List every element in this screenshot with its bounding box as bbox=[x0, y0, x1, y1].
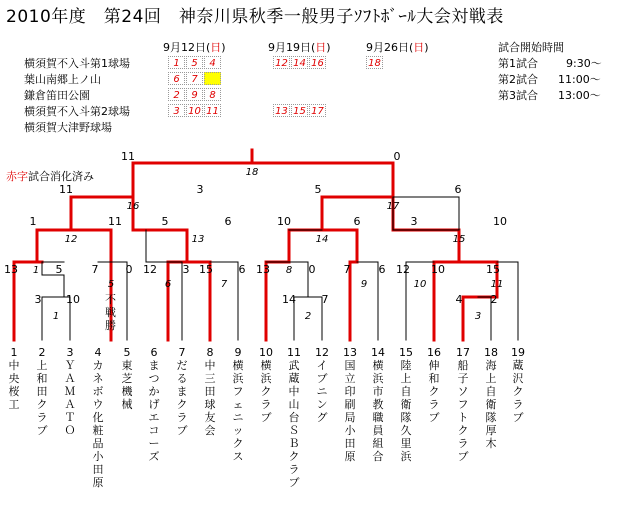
team-name: 東芝機械 bbox=[121, 359, 133, 411]
team-number: 5 bbox=[123, 346, 131, 359]
schedule-cell: 11 bbox=[204, 104, 221, 117]
team-name: カネボウ化粧品小田原 bbox=[92, 359, 104, 489]
team-number: 6 bbox=[150, 346, 158, 359]
game-number: 5 bbox=[107, 279, 115, 290]
score: 5 bbox=[314, 183, 322, 196]
score: 0 bbox=[393, 150, 401, 163]
game-number: 8 bbox=[285, 265, 293, 276]
venue-5: 横須賀大津野球場 bbox=[24, 121, 112, 134]
team-number: 19 bbox=[511, 346, 525, 359]
team-entry bbox=[483, 346, 499, 450]
game-number: 1 bbox=[32, 265, 40, 276]
team-entry bbox=[34, 346, 50, 437]
score: 13 bbox=[4, 263, 18, 276]
team-number: 12 bbox=[315, 346, 329, 359]
team-entry bbox=[90, 346, 106, 489]
team-number: 2 bbox=[38, 346, 46, 359]
date-text: 9月12日( bbox=[163, 41, 211, 54]
schedule-cell: 6 bbox=[168, 72, 185, 85]
schedule-cell: 16 bbox=[309, 56, 326, 69]
score: 10 bbox=[66, 293, 80, 306]
page-title: 2010年度 第24回 神奈川県秋季一般男子ｿﾌﾄﾎﾞｰﾙ大会対戦表 bbox=[6, 7, 504, 27]
score: 10 bbox=[277, 215, 291, 228]
date-dow: 日 bbox=[315, 41, 327, 54]
game-number: 7 bbox=[220, 279, 228, 290]
game-number: 10 bbox=[413, 279, 427, 290]
team-number: 9 bbox=[234, 346, 242, 359]
team-entry bbox=[146, 346, 162, 463]
team-name: 横浜クラブ bbox=[260, 359, 272, 424]
score: 6 bbox=[353, 215, 361, 228]
schedule-cell: 18 bbox=[366, 56, 383, 69]
score: 13 bbox=[256, 263, 270, 276]
team-name: 蔵沢クラブ bbox=[512, 359, 524, 424]
schedule-cell: 2 bbox=[168, 88, 185, 101]
date-text: 9月19日( bbox=[268, 41, 316, 54]
score: 0 bbox=[308, 263, 316, 276]
start-time-value-1: 9:30～ bbox=[566, 57, 602, 70]
score: 3 bbox=[34, 293, 42, 306]
score: 11 bbox=[108, 215, 122, 228]
team-name: 陸上自衛隊久里浜 bbox=[400, 359, 412, 463]
score: 10 bbox=[431, 263, 445, 276]
score: 7 bbox=[321, 293, 329, 306]
date-close: ) bbox=[221, 41, 226, 54]
game-number: 13 bbox=[191, 234, 205, 245]
game-number: 16 bbox=[126, 201, 140, 212]
score: 3 bbox=[182, 263, 190, 276]
schedule-cell: 7 bbox=[186, 72, 203, 85]
team-number: 3 bbox=[66, 346, 74, 359]
date-close: ) bbox=[424, 41, 429, 54]
start-time-label-2: 第2試合 bbox=[498, 73, 538, 86]
team-name: 上和田クラブ bbox=[36, 359, 48, 437]
game-number: 1 bbox=[52, 311, 60, 322]
score: 10 bbox=[493, 215, 507, 228]
game-number: 6 bbox=[164, 279, 172, 290]
team-number: 15 bbox=[399, 346, 413, 359]
schedule-cell: 14 bbox=[291, 56, 308, 69]
team-number: 7 bbox=[178, 346, 186, 359]
date-dow: 日 bbox=[413, 41, 425, 54]
score: 3 bbox=[410, 215, 418, 228]
score: 0 bbox=[125, 263, 133, 276]
score: 1 bbox=[29, 215, 37, 228]
start-time-label-1: 第1試合 bbox=[498, 57, 538, 70]
team-number: 1 bbox=[10, 346, 18, 359]
team-entry bbox=[119, 346, 135, 411]
score: 7 bbox=[91, 263, 99, 276]
team-number: 10 bbox=[259, 346, 273, 359]
score: 3 bbox=[196, 183, 204, 196]
schedule-cell: 4 bbox=[204, 56, 221, 69]
start-time-value-3: 13:00～ bbox=[558, 89, 601, 102]
team-number: 18 bbox=[484, 346, 498, 359]
team-name: イブニング bbox=[316, 359, 328, 424]
game-number: 9 bbox=[360, 279, 368, 290]
team-number: 11 bbox=[287, 346, 301, 359]
team-entry bbox=[6, 346, 22, 411]
team-entry bbox=[398, 346, 414, 463]
team-name: 横浜フェニックス bbox=[232, 359, 244, 463]
team-entry bbox=[455, 346, 471, 463]
date-dow: 日 bbox=[210, 41, 222, 54]
schedule-cell: 10 bbox=[186, 104, 203, 117]
schedule-cell: 8 bbox=[204, 88, 221, 101]
score: 6 bbox=[224, 215, 232, 228]
team-name: 横浜市教職員組合 bbox=[372, 359, 384, 463]
score: 11 bbox=[121, 150, 135, 163]
score: 15 bbox=[199, 263, 213, 276]
team-name: 中央桜工 bbox=[8, 359, 20, 411]
schedule-cell: 3 bbox=[168, 104, 185, 117]
score: 12 bbox=[143, 263, 157, 276]
team-number: 14 bbox=[371, 346, 385, 359]
team-name: 船子ソフトクラブ bbox=[457, 359, 469, 463]
score: 7 bbox=[343, 263, 351, 276]
team-entry bbox=[202, 346, 218, 437]
team-number: 17 bbox=[456, 346, 470, 359]
score: 11 bbox=[59, 183, 73, 196]
schedule-cell: 17 bbox=[309, 104, 326, 117]
legend-text: 試合消化済み bbox=[28, 170, 94, 183]
game-number: 18 bbox=[245, 167, 259, 178]
schedule-cell: 15 bbox=[291, 104, 308, 117]
schedule-cell: 9 bbox=[186, 88, 203, 101]
team-number: 13 bbox=[343, 346, 357, 359]
date-close: ) bbox=[326, 41, 331, 54]
team-name: ＹＡＭＡＴＯ bbox=[64, 359, 76, 437]
team-name: 中三田球友会 bbox=[204, 359, 216, 437]
score: 12 bbox=[396, 263, 410, 276]
forfeit-label: 不戦勝 bbox=[105, 293, 116, 332]
score: 2 bbox=[490, 293, 498, 306]
team-entry bbox=[426, 346, 442, 424]
score: 5 bbox=[55, 263, 63, 276]
game-number: 17 bbox=[386, 201, 400, 212]
start-time-value-2: 11:00～ bbox=[558, 73, 601, 86]
team-entry bbox=[258, 346, 274, 424]
team-name: まつかげエコーズ bbox=[148, 359, 160, 463]
score: 5 bbox=[161, 215, 169, 228]
team-entry bbox=[342, 346, 358, 463]
team-entry bbox=[174, 346, 190, 437]
game-number: 14 bbox=[315, 234, 329, 245]
score: 6 bbox=[378, 263, 386, 276]
venue-1: 横須賀不入斗第1球場 bbox=[24, 57, 130, 70]
team-name: 国立印刷局小田原 bbox=[344, 359, 356, 463]
start-times-heading: 試合開始時間 bbox=[498, 41, 564, 54]
schedule-cell: 12 bbox=[273, 56, 290, 69]
game-number: 12 bbox=[64, 234, 78, 245]
venue-3: 鎌倉笛田公園 bbox=[24, 89, 90, 102]
schedule-cell: 5 bbox=[186, 56, 203, 69]
team-entry bbox=[62, 346, 78, 437]
schedule-cell: 13 bbox=[273, 104, 290, 117]
schedule-cell: 1 bbox=[168, 56, 185, 69]
game-number: 11 bbox=[490, 279, 504, 290]
team-number: 8 bbox=[206, 346, 214, 359]
score: 15 bbox=[486, 263, 500, 276]
legend-red-word: 赤字 bbox=[6, 170, 28, 183]
score: 6 bbox=[454, 183, 462, 196]
start-time-label-3: 第3試合 bbox=[498, 89, 538, 102]
team-name: 武蔵中山台ＳＢクラブ bbox=[288, 359, 300, 489]
date-text: 9月26日( bbox=[366, 41, 414, 54]
team-name: 伸和クラブ bbox=[428, 359, 440, 424]
venue-2: 葉山南郷上ノ山 bbox=[24, 73, 101, 86]
team-entry bbox=[230, 346, 246, 463]
game-number: 15 bbox=[452, 234, 466, 245]
game-number: 2 bbox=[304, 311, 312, 322]
game-number: 3 bbox=[474, 311, 482, 322]
team-entry bbox=[314, 346, 330, 424]
venue-4: 横須賀不入斗第2球場 bbox=[24, 105, 130, 118]
team-name: 海上自衛隊厚木 bbox=[485, 359, 497, 450]
score: 6 bbox=[238, 263, 246, 276]
team-entry bbox=[510, 346, 526, 424]
score: 14 bbox=[282, 293, 296, 306]
score: 4 bbox=[455, 293, 463, 306]
team-entry bbox=[286, 346, 302, 489]
team-number: 16 bbox=[427, 346, 441, 359]
team-name: だるまクラブ bbox=[176, 359, 188, 437]
team-entry bbox=[370, 346, 386, 463]
team-number: 4 bbox=[94, 346, 102, 359]
